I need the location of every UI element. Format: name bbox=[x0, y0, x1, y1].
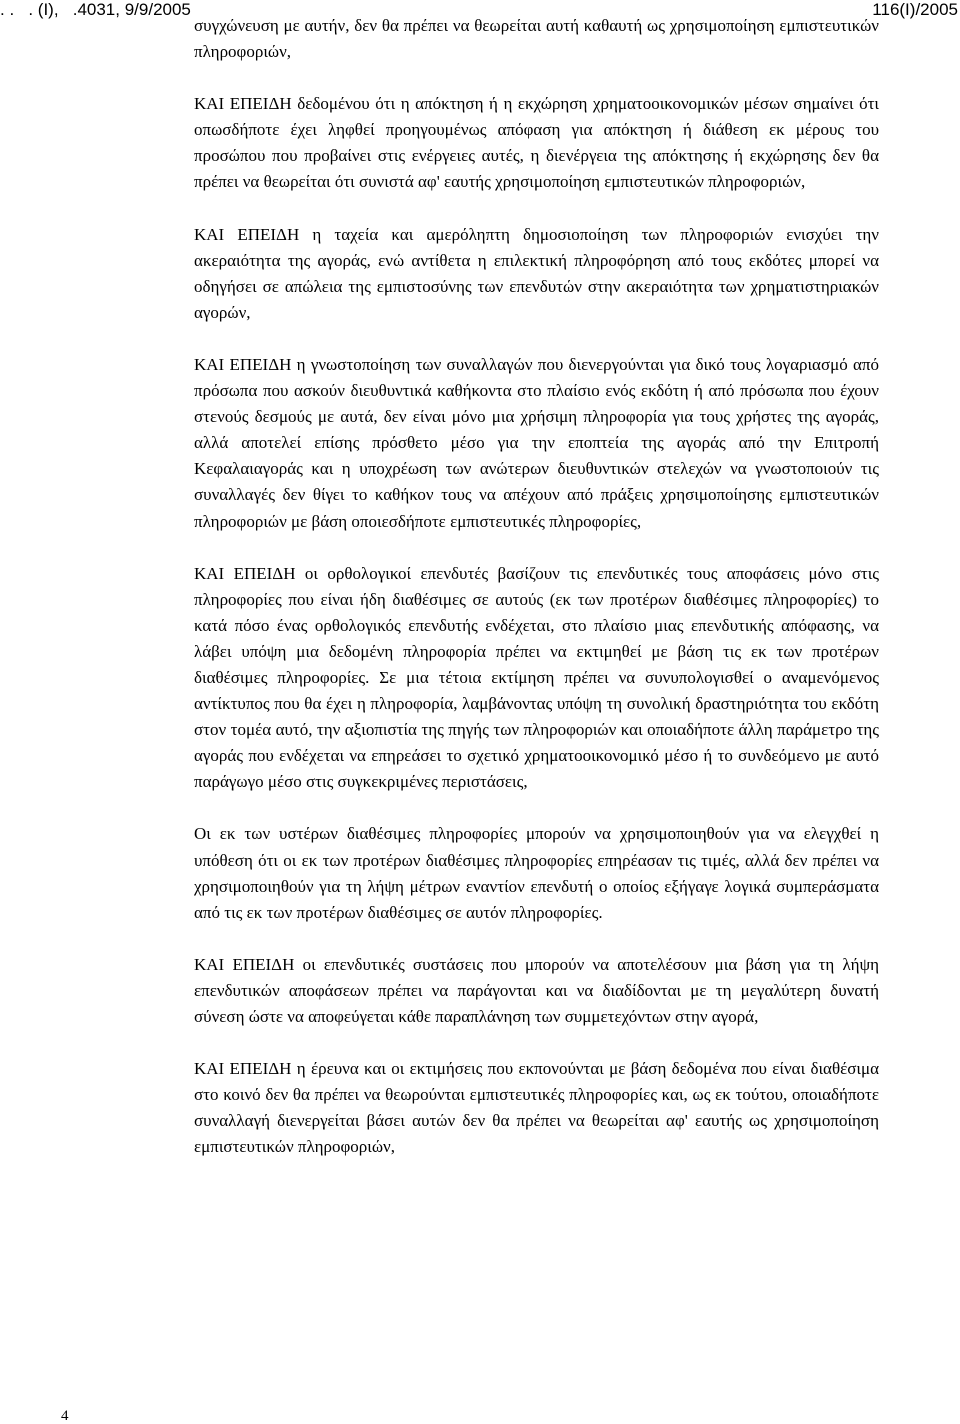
paragraph: συγχώνευση με αυτήν, δεν θα πρέπει να θεωρείται αυτή καθαυτή ως χρησιμοποίηση εμπιστευτικών πληροφοριών, bbox=[194, 16, 879, 62]
header-citation: . . . (Ι), .4031, 9/9/2005 bbox=[0, 0, 191, 19]
paragraph: ΚΑΙ ΕΠΕΙΔΗ η ταχεία και αμερόληπτη δημοσιοποίηση των πληροφοριών ενισχύει την ακεραιότητα της αγοράς, ενώ αντίθετα η επιλεκτική πληροφόρηση από τους εκδότες μπορεί να οδηγήσει σε απώλεια της εμπιστοσύνης των επενδυτών στην ακεραιότητα των χρηματιστηριακών αγορών, bbox=[194, 224, 879, 322]
body-text bbox=[194, 13, 879, 1186]
page-number: 4 bbox=[61, 1408, 69, 1424]
header-law-number: 116(Ι)/2005 bbox=[872, 0, 958, 19]
paragraph: ΚΑΙ ΕΠΕΙΔΗ οι ορθολογικοί επενδυτές βασίζουν τις επενδυτικές τους αποφάσεις μόνο στις πληροφορίες που είναι ήδη διαθέσιμες σε αυτούς (εκ των προτέρων διαθέσιμες πληροφορίες) το κατά πόσο ένας ορθολογικός επενδυτής ενδέχεται, στο πλαίσιο μιας επενδυτικής απόφασης, να λάβει υπόψη μια δεδομένη πληροφορία πρέπει να εκτιμηθεί με βάση τις εκ των προτέρων διαθέσιμες πληροφορίες. Σε μια τέτοια εκτίμηση πρέπει να συνυπολογισθεί ο αναμενόμενος αντίκτυπος που θα έχει η πληροφορία, λαμβάνοντας υπόψη τη συνολική δραστηριότητα του εκδότη στον τομέα αυτό, την αξιοπιστία της πηγής των πληροφοριών και οποιαδήποτε άλλη παράμετρο της αγοράς που ενδέχεται να επηρεάσει το σχετικό χρηματοοικονομικό μέσο ή το συνδεόμενο με αυτό παράγωγο μέσο στις συγκεκριμένες περιστάσεις, bbox=[194, 563, 879, 792]
paragraph: ΚΑΙ ΕΠΕΙΔΗ η έρευνα και οι εκτιμήσεις που εκπονούνται με βάση δεδομένα που είναι διαθέσιμα στο κοινό δεν θα πρέπει να θεωρούνται εμπιστευτικές πληροφορίες και, ως εκ τούτου, οποιαδήποτε συναλλαγή διενεργείται βάσει αυτών δεν θα πρέπει να θεωρείται αφ' εαυτής ως χρησιμοποίηση εμπιστευτικών πληροφοριών, bbox=[194, 1059, 879, 1157]
paragraph: ΚΑΙ ΕΠΕΙΔΗ οι επενδυτικές συστάσεις που μπορούν να αποτελέσουν μια βάση για τη λήψη επενδυτικών αποφάσεων πρέπει να παράγονται και να διαδίδονται με τη μεγαλύτερη δυνατή σύνεση ώστε να αποφεύγεται κάθε παραπλάνηση των συμμετεχόντων στην αγορά, bbox=[194, 954, 879, 1026]
paragraph: ΚΑΙ ΕΠΕΙΔΗ η γνωστοποίηση των συναλλαγών που διενεργούνται για δικό τους λογαριασμό από πρόσωπα που ασκούν διευθυντικά καθήκοντα στο πλαίσιο ενός εκδότη ή από πρόσωπα που έχουν στενούς δεσμούς με αυτά, δεν είναι μόνο μια χρήσιμη πληροφορία για τους χρήστες της αγοράς, αλλά αποτελεί επίσης πρόσθετο μέσο για την εποπτεία της αγοράς από την Επιτροπή Κεφαλαιαγοράς και η υποχρέωση των ανώτερων διευθυντικών στελεχών να γνωστοποιούν τις συναλλαγές δεν θίγει το καθήκον τους να απέχουν από πράξεις χρησιμοποίησης εμπιστευτικών πληροφοριών με βάση οποιεσδήποτε εμπιστευτικές πληροφορίες, bbox=[194, 354, 879, 531]
paragraph: ΚΑΙ ΕΠΕΙΔΗ δεδομένου ότι η απόκτηση ή η εκχώρηση χρηματοοικονομικών μέσων σημαίνει ότι οπωσδήποτε έχει ληφθεί προηγουμένως απόφαση για απόκτηση ή διάθεση εκ μέρους του προσώπου που προβαίνει στις ενέργειες αυτές, η διενέργεια της απόκτησης ή εκχώρησης δεν θα πρέπει να θεωρείται ότι συνιστά αφ' εαυτής χρησιμοποίηση εμπιστευτικών πληροφοριών, bbox=[194, 94, 879, 192]
paragraph: Οι εκ των υστέρων διαθέσιμες πληροφορίες μπορούν να χρησιμοποιηθούν για να ελεγχθεί η υπόθεση ότι οι εκ των προτέρων διαθέσιμες πληροφορίες επηρέασαν τις τιμές, αλλά δεν πρέπει να χρησιμοποιηθούν για τη λήψη μέτρων εναντίον επενδυτή ο οποίος εξήγαγε λογικά συμπεράσματα από τις εκ των προτέρων διαθέσιμες σε αυτόν πληροφορίες. bbox=[194, 824, 879, 922]
